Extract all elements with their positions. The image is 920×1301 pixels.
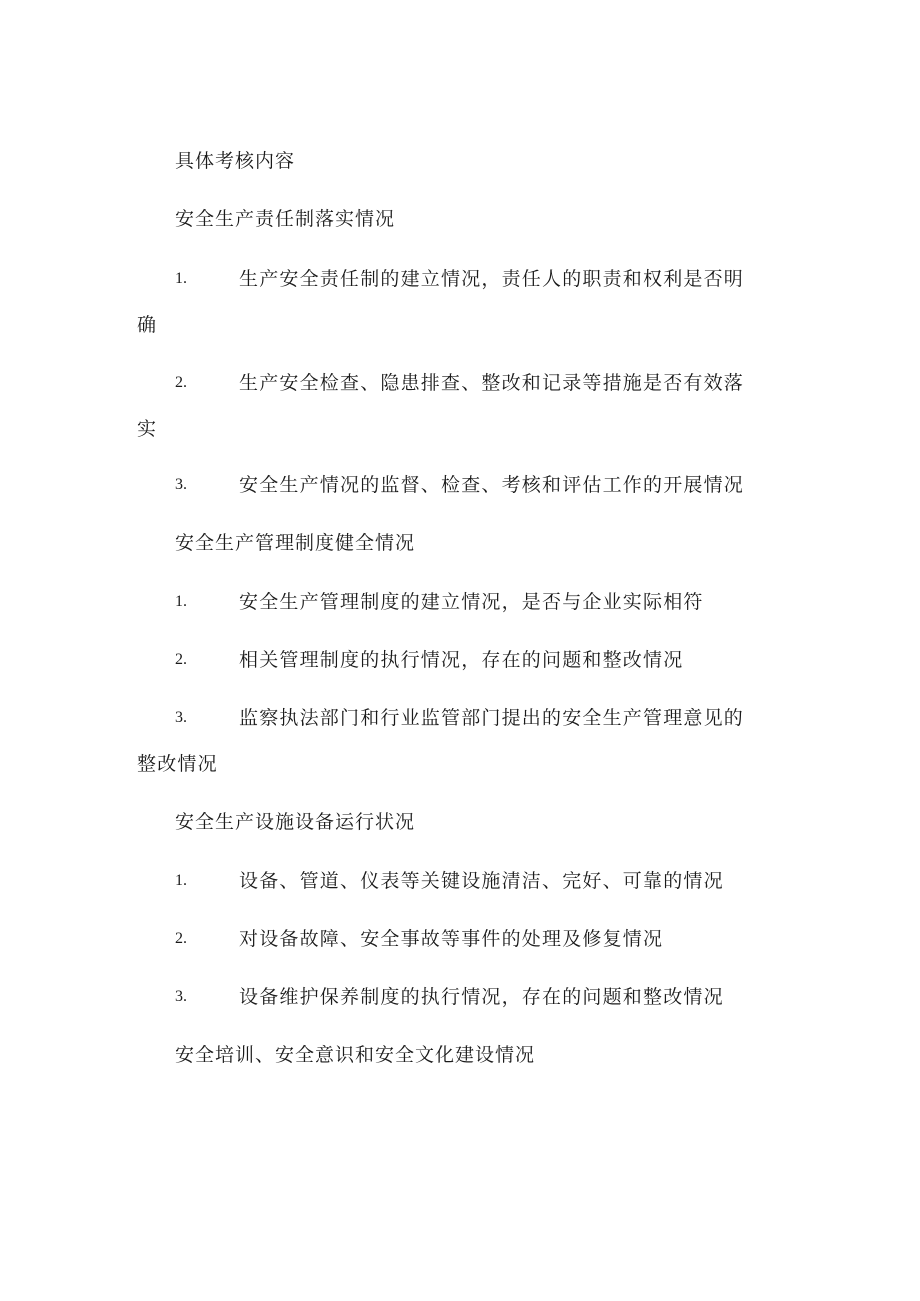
item-number: 3. <box>175 709 187 726</box>
item-number: 1. <box>175 872 187 889</box>
item-number: 1. <box>175 593 187 610</box>
item-text: 生产安全检查、隐患排查、整改和记录等措施是否有效落 <box>239 372 745 394</box>
item-text: 生产安全责任制的建立情况，责任人的职责和权利是否明 <box>239 268 745 290</box>
item-text-continuation: 确 <box>137 314 158 336</box>
item-number: 2. <box>175 930 187 947</box>
item-text-continuation: 整改情况 <box>137 753 218 775</box>
document-title: 具体考核内容 <box>175 150 296 172</box>
item-text: 设备维护保养制度的执行情况，存在的问题和整改情况 <box>239 986 724 1008</box>
item-text: 对设备故障、安全事故等事件的处理及修复情况 <box>239 928 664 950</box>
item-text: 安全生产情况的监督、检查、考核和评估工作的开展情况 <box>239 474 745 496</box>
item-number: 2. <box>175 374 187 391</box>
item-text: 设备、管道、仪表等关键设施清洁、完好、可靠的情况 <box>239 870 724 892</box>
section-heading-facilities: 安全生产设施设备运行状况 <box>175 811 416 833</box>
item-number: 2. <box>175 651 187 668</box>
item-text: 监察执法部门和行业监管部门提出的安全生产管理意见的 <box>239 707 745 729</box>
item-number: 3. <box>175 476 187 493</box>
item-text: 安全生产管理制度的建立情况，是否与企业实际相符 <box>239 591 704 613</box>
item-text: 相关管理制度的执行情况，存在的问题和整改情况 <box>239 649 684 671</box>
section-heading-responsibility: 安全生产责任制落实情况 <box>175 208 396 230</box>
item-number: 3. <box>175 988 187 1005</box>
section-heading-training-culture: 安全培训、安全意识和安全文化建设情况 <box>175 1044 536 1066</box>
item-text-continuation: 实 <box>137 418 158 440</box>
item-number: 1. <box>175 270 187 287</box>
section-heading-management-system: 安全生产管理制度健全情况 <box>175 532 416 554</box>
